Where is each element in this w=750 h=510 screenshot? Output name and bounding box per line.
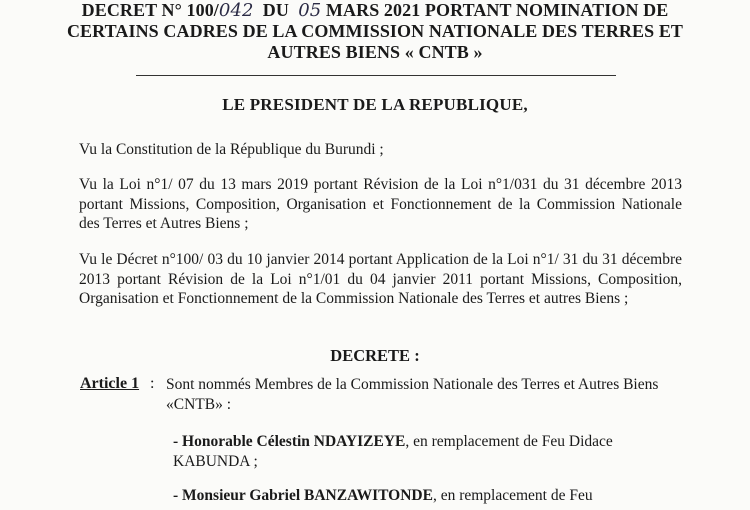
article-1-label: Article 1	[80, 375, 140, 392]
member-entry	[173, 486, 685, 506]
title-du: DU	[262, 0, 289, 20]
consideration-constitution: Vu la Constitution de la République du Burundi ;	[79, 141, 384, 158]
title-divider	[136, 75, 616, 76]
consideration-decret: Vu le Décret n°100/ 03 du 10 janvier 2014 portant Application de la Loi n°1/ 31 du 31 décembre 2013 portant Révision de la Loi n°1/01 du 04 janvier 2011 portant Missions, Composition, Organisation et Fonctionnement de la Commission Nationale des Terres et autres Biens ;	[79, 251, 682, 307]
title-rest: MARS 2021 PORTANT NOMINATION DE	[325, 0, 669, 20]
president-heading: LE PRESIDENT DE LA REPUBLIQUE,	[222, 95, 528, 114]
decree-title	[60, 0, 690, 63]
member-name: - Monsieur Gabriel BANZAWITONDE	[173, 487, 433, 504]
member-replacement: , en remplacement de Feu Didace KABUNDA ;	[173, 433, 613, 470]
title-line-2: CERTAINS CADRES DE LA COMMISSION NATIONALE DES TERRES ET	[66, 21, 684, 41]
article-1-colon: :	[150, 375, 155, 392]
decrete-heading: DECRETE :	[330, 346, 420, 365]
consideration-loi: Vu la Loi n°1/ 07 du 13 mars 2019 portant Révision de la Loi n°1/031 du 31 décembre 2013 portant Missions, Composition, Organisation et Fonctionnement de la Commission Nationale des Terres et Autres Biens ;	[79, 176, 682, 232]
handwritten-day: 05	[298, 0, 322, 21]
title-line-3: AUTRES BIENS « CNTB »	[267, 42, 483, 62]
member-entry	[173, 432, 685, 472]
article-1-text: Sont nommés Membres de la Commission Nationale des Terres et Autres Biens «CNTB» :	[166, 376, 659, 413]
handwritten-decree-number: 042	[218, 0, 254, 21]
title-prefix: DECRET N° 100/	[81, 0, 219, 20]
title-line-1	[60, 0, 690, 21]
member-replacement: , en remplacement de Feu	[432, 487, 593, 504]
member-name: - Honorable Célestin NDAYIZEYE	[173, 433, 406, 450]
